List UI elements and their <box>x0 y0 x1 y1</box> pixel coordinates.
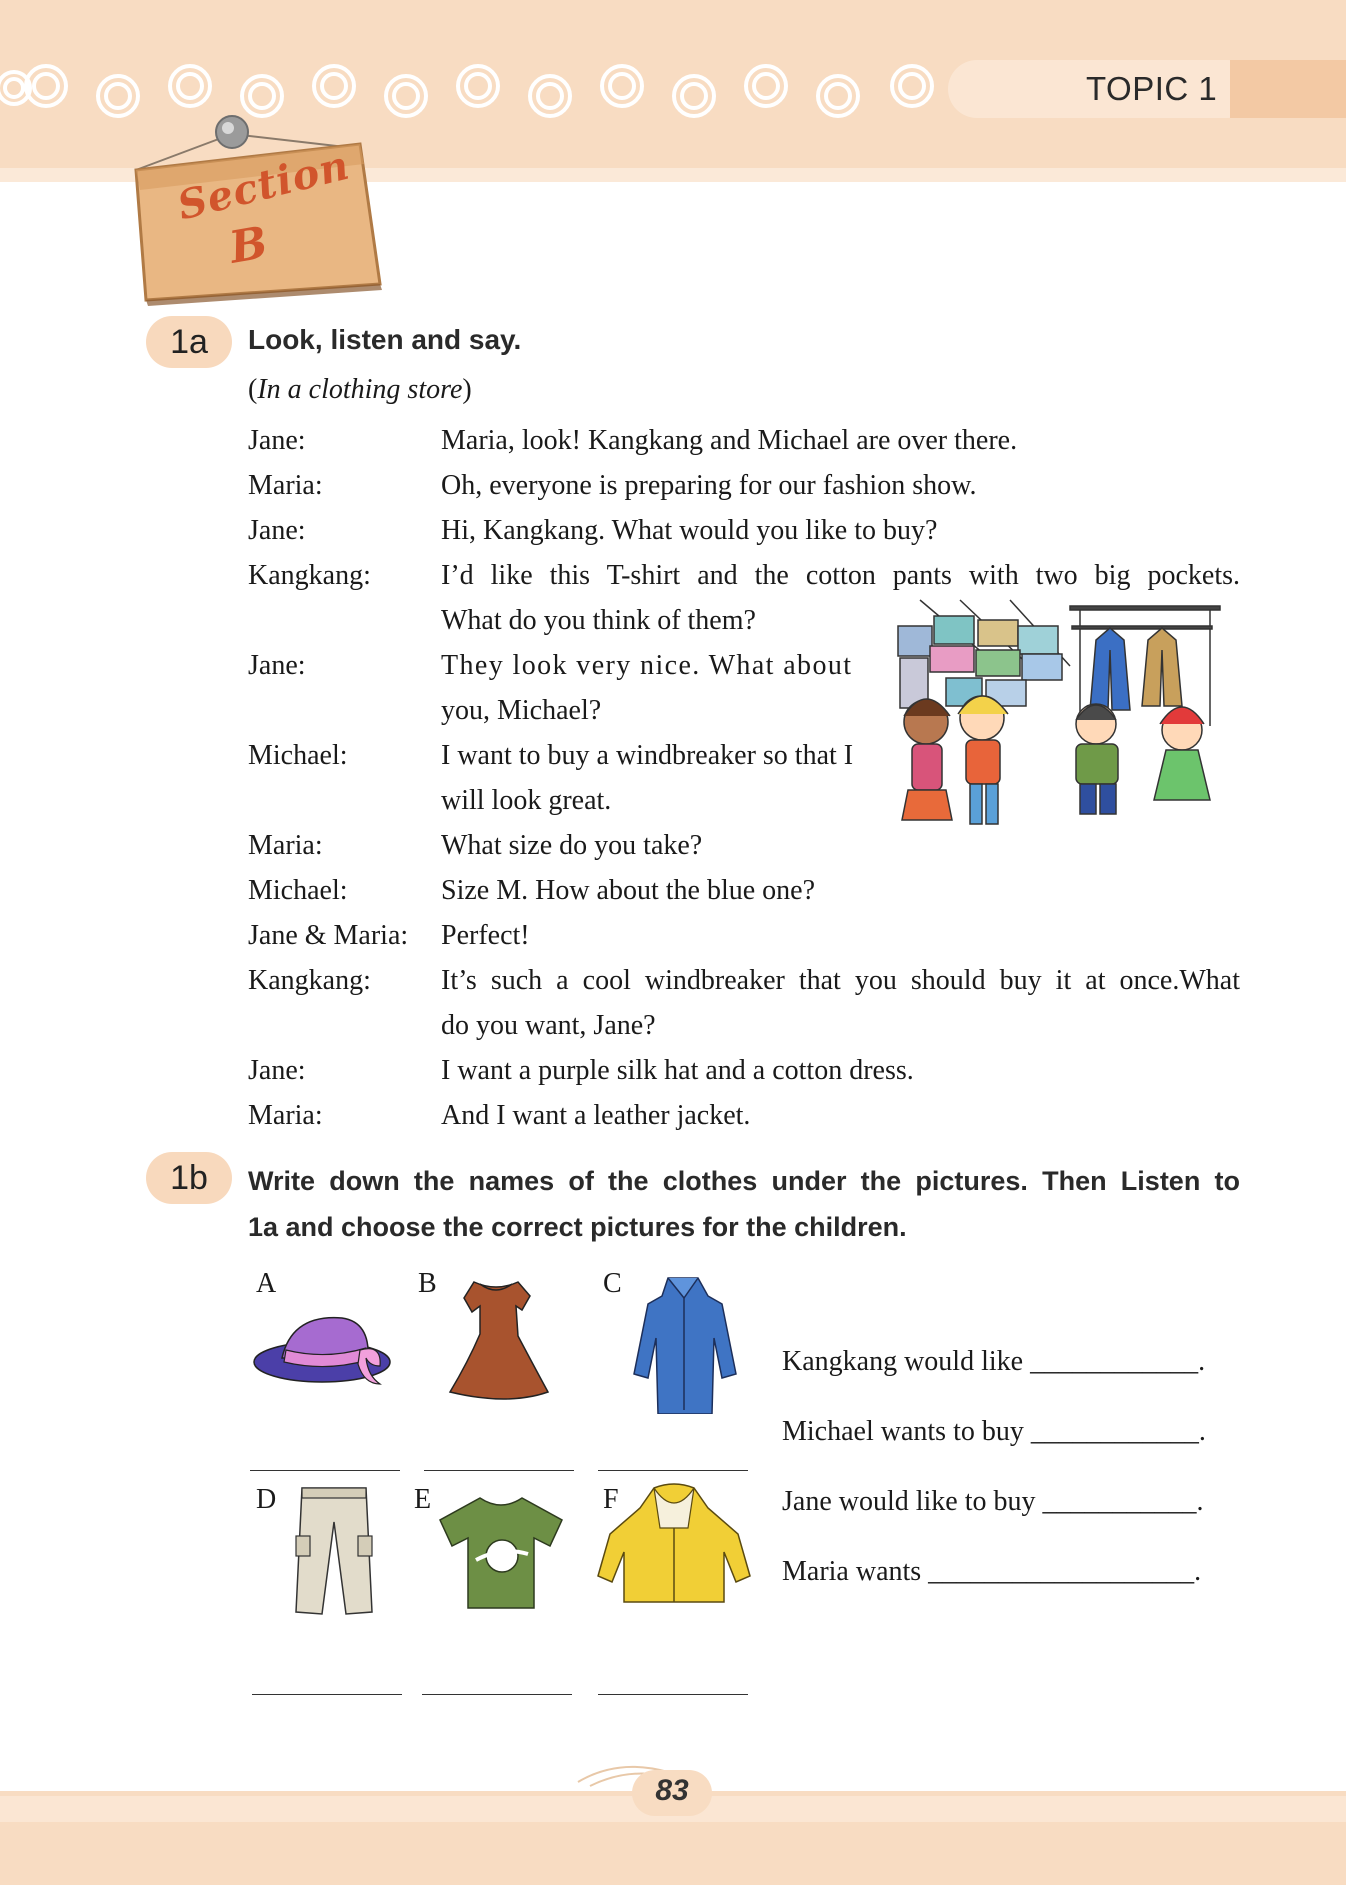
topic-tab-edge <box>1230 60 1346 118</box>
answer-blank[interactable] <box>422 1694 572 1695</box>
speaker: Maria: <box>248 1100 323 1131</box>
fill-sentence-kangkang[interactable]: Kangkang would like ____________. <box>782 1346 1206 1377</box>
speaker: Jane & Maria: <box>248 920 409 951</box>
answer-blank[interactable] <box>424 1470 574 1471</box>
answer-blank[interactable] <box>598 1694 748 1695</box>
exercise-badge-1b: 1b <box>146 1152 232 1204</box>
answer-blank[interactable] <box>252 1694 402 1695</box>
speaker: Maria: <box>248 470 323 501</box>
speaker: Kangkang: <box>248 560 371 591</box>
line-text: Perfect! <box>441 920 530 951</box>
exercise-1b-instruction-line2: 1a and choose the correct pictures for the children. <box>248 1212 907 1242</box>
speaker: Jane: <box>248 425 306 456</box>
line-text: I want a purple silk hat and a cotton dress. <box>441 1055 914 1086</box>
yellow-jacket-icon <box>594 1482 754 1608</box>
line-text: I want to buy a windbreaker so that I <box>441 740 854 771</box>
cotton-pants-icon <box>294 1484 374 1618</box>
answer-blank[interactable] <box>598 1470 748 1471</box>
line-text: Oh, everyone is preparing for our fashion show. <box>441 470 977 501</box>
speaker: Jane: <box>248 1055 306 1086</box>
speaker: Jane: <box>248 650 306 681</box>
speaker: Michael: <box>248 740 348 771</box>
clothing-store-illustration <box>890 596 1234 848</box>
fill-sentence-maria[interactable]: Maria wants ___________________. <box>782 1556 1202 1587</box>
line-text: Hi, Kangkang. What would you like to buy? <box>441 515 938 546</box>
line-text: do you want, Jane? <box>441 1010 656 1041</box>
speaker: Michael: <box>248 875 348 906</box>
green-tshirt-icon <box>436 1494 566 1612</box>
exercise-badge-1a: 1a <box>146 316 232 368</box>
line-text: What size do you take? <box>441 830 703 861</box>
speaker: Jane: <box>248 515 306 546</box>
fill-sentence-jane[interactable]: Jane would like to buy ___________. <box>782 1486 1204 1517</box>
exercise-1b-instruction-line1: Write down the names of the clothes under the pictures. Then Listen to <box>248 1166 1240 1196</box>
setting-open-paren: ( <box>248 374 258 405</box>
picture-label-d: D <box>256 1484 277 1515</box>
setting-text: In a clothing store <box>257 374 463 405</box>
purple-hat-icon <box>252 1310 400 1394</box>
brown-dress-icon <box>440 1274 552 1400</box>
section-sign <box>124 108 394 308</box>
blue-windbreaker-icon <box>626 1274 742 1414</box>
fill-sentence-michael[interactable]: Michael wants to buy ____________. <box>782 1416 1206 1447</box>
section-word: Section <box>172 141 355 230</box>
topic-label: TOPIC 1 <box>1086 70 1218 107</box>
answer-blank[interactable] <box>250 1470 400 1471</box>
picture-label-b: B <box>418 1268 437 1299</box>
section-title <box>124 108 394 308</box>
dialogue-setting <box>248 374 472 406</box>
picture-label-c: C <box>603 1268 622 1299</box>
page-number: 83 <box>655 1774 689 1807</box>
line-text: Maria, look! Kangkang and Michael are over there. <box>441 425 1018 456</box>
section-letter: B <box>225 217 272 274</box>
setting-close-paren: ) <box>462 374 472 405</box>
speaker: Kangkang: <box>248 965 371 996</box>
line-text: What do you think of them? <box>441 605 756 636</box>
line-text: will look great. <box>441 785 612 816</box>
line-text: I’d like this T-shirt and the cotton pants with two big pockets. <box>441 560 1240 591</box>
line-text: They look very nice. What about <box>441 650 853 681</box>
line-text: It’s such a cool windbreaker that you should buy it at once.What <box>441 965 1240 996</box>
line-text: Size M. How about the blue one? <box>441 875 816 906</box>
line-text: And I want a leather jacket. <box>441 1100 751 1131</box>
picture-label-e: E <box>414 1484 432 1515</box>
speaker: Maria: <box>248 830 323 861</box>
line-text: you, Michael? <box>441 695 602 726</box>
exercise-1a-title: Look, listen and say. <box>248 324 522 355</box>
picture-label-a: A <box>256 1268 277 1299</box>
picture-label-f: F <box>603 1484 619 1515</box>
